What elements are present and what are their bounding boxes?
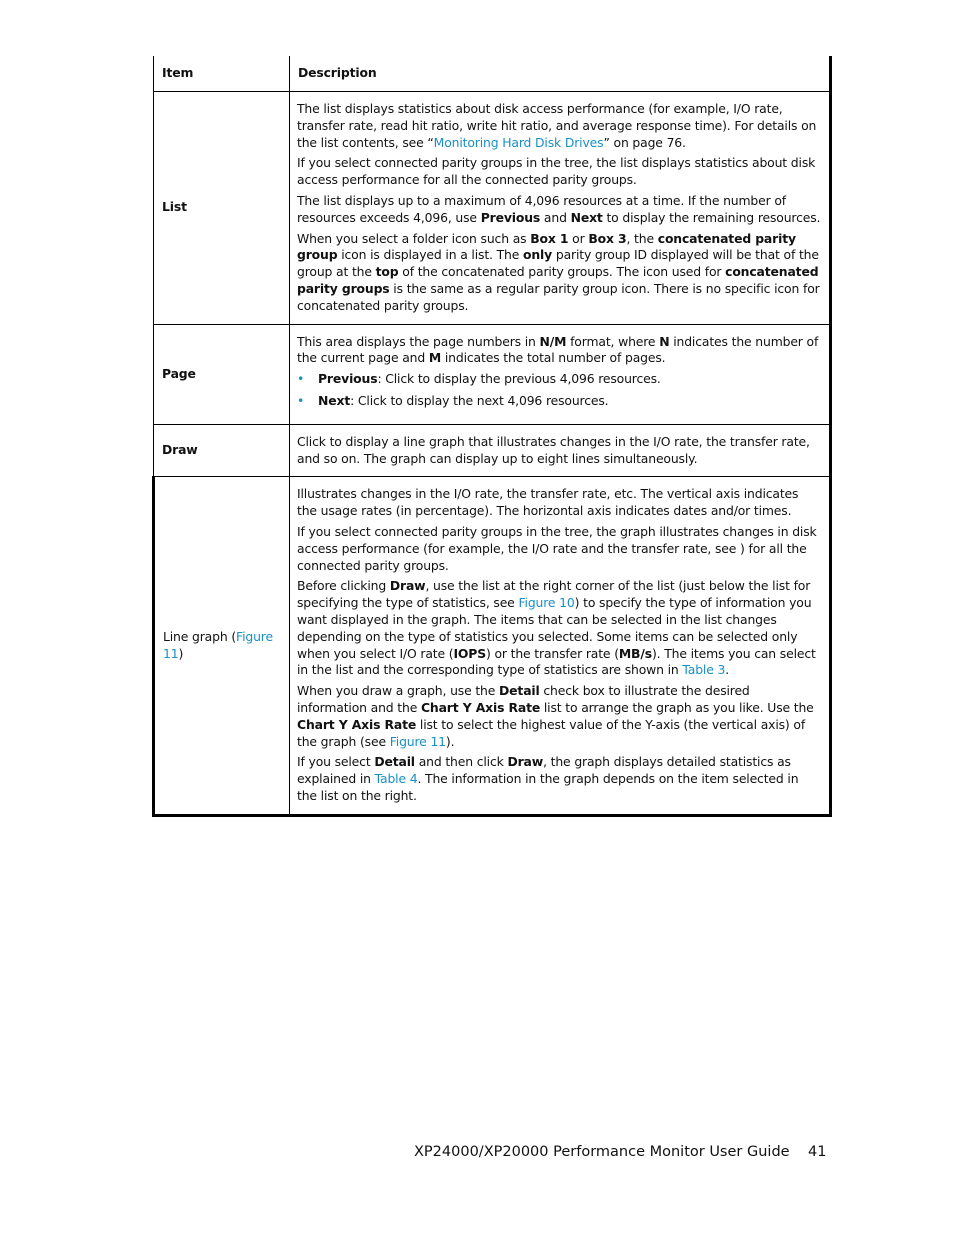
item-draw: Draw (154, 424, 290, 477)
bold-term: top (375, 264, 399, 280)
description-list (290, 92, 831, 325)
bold-term: Chart Y Axis Rate (297, 716, 417, 732)
bold-term: Next (570, 209, 603, 225)
text: Before clicking (297, 578, 390, 594)
footer-document-title: XP24000/XP20000 Performance Monitor User Guide (414, 1144, 790, 1160)
text: is the same as a regular parity group icon. There is no specific icon for concatenated parity groups. (297, 280, 820, 313)
item-line-graph (154, 477, 290, 815)
text: and then click (414, 754, 508, 770)
footer-page-number: 41 (808, 1144, 827, 1160)
bold-term: Detail (374, 754, 415, 770)
list-paragraph-1 (297, 101, 821, 151)
bold-term: only (523, 247, 553, 263)
table-row-page (154, 324, 831, 424)
text: ). The items you can select in the list and the corresponding type of statistics are shown in (297, 645, 816, 678)
text: ) or the transfer rate ( (486, 645, 619, 661)
bold-term: concatenated parity groups (297, 264, 819, 296)
text: and (540, 209, 571, 225)
text: : Click to display the previous 4,096 resources. (377, 371, 661, 387)
text: format, where (566, 333, 660, 349)
text: : Click to display the next 4,096 resources. (350, 392, 609, 408)
table-row-list (154, 92, 831, 325)
page-bullet-list (297, 371, 821, 410)
text: indicates the total number of pages. (441, 350, 666, 366)
description-table-container (152, 56, 829, 817)
list-paragraph-2: If you select connected parity groups in the tree, the list displays statistics about disk access performance for all the connected parity groups. (297, 155, 816, 188)
graph-paragraph-5 (297, 754, 821, 804)
item-page: Page (154, 324, 290, 424)
text: If you select (297, 754, 375, 770)
bold-term: IOPS (453, 645, 486, 661)
text: check box to illustrate the desired information and the (297, 683, 750, 715)
link-figure-10[interactable]: Figure 10 (518, 595, 575, 611)
text: The list displays statistics about disk access performance (for example, I/O rate, transfer rate, read hit ratio, write hit ratio, and average response time). For details on the list contents, see “ (297, 101, 817, 150)
table-row-line-graph (154, 477, 831, 815)
table-row-draw (154, 424, 831, 477)
graph-paragraph-4 (297, 683, 821, 750)
item-list: List (154, 92, 290, 325)
bold-term: concatenated parity group (297, 230, 796, 263)
text: parity group ID displayed will be that of the group at the (297, 247, 819, 280)
link-figure-11[interactable]: Figure 11 (163, 628, 273, 661)
text: , the graph displays detailed statistics as explained in (297, 754, 791, 787)
text: list to arrange the graph as you like. Use the (540, 699, 814, 715)
text: of the concatenated parity groups. The icon used for (398, 264, 726, 280)
bullet-previous (297, 371, 821, 388)
description-page (290, 324, 831, 424)
text: indicates the number of the current page and (297, 333, 819, 366)
link-monitoring-hard-disk-drives[interactable]: Monitoring Hard Disk Drives (433, 134, 604, 150)
text: . (725, 662, 730, 678)
description-line-graph (290, 477, 831, 815)
bold-term: N/M (539, 333, 567, 349)
text: , use the list at the right corner of the list (just below the list for specifying the type of statistics, see (297, 578, 811, 611)
bold-term: Next (318, 392, 351, 408)
link-figure-11-inline[interactable]: Figure 11 (389, 733, 446, 749)
text: ). (445, 733, 455, 749)
table-header-row (154, 56, 831, 92)
bold-term: MB/s (618, 645, 652, 661)
text: When you draw a graph, use the (297, 683, 500, 699)
text: ) to specify the type of information you want displayed in the graph. The items that can be selected in the list changes depending on the type of statistics you selected. Some items can be selected only when you select I/O rate ( (297, 595, 812, 661)
bold-term: N (659, 333, 670, 349)
graph-paragraph-1: Illustrates changes in the I/O rate, the transfer rate, etc. The vertical axis indicates the usage rates (in percentage). The horizontal axis indicates dates and/or times. (297, 486, 799, 519)
header-description: Description (290, 56, 831, 92)
text: ) (178, 645, 184, 661)
graph-paragraph-2: If you select connected parity groups in the tree, the graph illustrates changes in disk access performance (for example, the I/O rate and the transfer rate, see ) for all the connected parity groups. (297, 523, 817, 573)
text: ” on page 76. (603, 134, 686, 150)
bold-term: Chart Y Axis Rate (420, 699, 541, 715)
bullet-next (297, 393, 821, 410)
bold-term: Previous (318, 371, 378, 387)
text: . The information in the graph depends on the item selected in the list on the right. (297, 771, 799, 803)
graph-paragraph-3 (297, 578, 821, 679)
bold-term: Draw (507, 754, 544, 770)
bold-term: Box 1 (530, 230, 569, 246)
text: to display the remaining resources. (602, 209, 821, 225)
list-paragraph-4 (297, 231, 821, 315)
bold-term: M (428, 350, 442, 366)
link-table-4[interactable]: Table 4 (374, 771, 418, 787)
list-paragraph-3 (297, 193, 821, 227)
bold-term: Previous (480, 209, 541, 225)
header-item: Item (154, 56, 290, 92)
text: This area displays the page numbers in (297, 333, 540, 349)
text: list to select the highest value of the Y-axis (the vertical axis) of the graph (see (297, 716, 806, 749)
bold-term: Box 3 (588, 230, 627, 246)
description-table (152, 56, 832, 817)
page-paragraph-1 (297, 334, 821, 368)
bold-term: Detail (499, 683, 540, 699)
draw-paragraph-1: Click to display a line graph that illustrates changes in the I/O rate, the transfer rate, and so on. The graph can display up to eight lines simultaneously. (297, 433, 810, 466)
text: icon is displayed in a list. The (337, 247, 523, 263)
text: , the (626, 230, 658, 246)
link-table-3[interactable]: Table 3 (682, 662, 726, 678)
bold-term: Draw (389, 578, 426, 594)
description-draw (290, 424, 831, 477)
text: The list displays up to a maximum of 4,096 resources at a time. If the number of resources exceeds 4,096, use (297, 192, 786, 225)
text: or (568, 230, 589, 246)
text: Line graph ( (163, 628, 237, 644)
text: When you select a folder icon such as (297, 230, 531, 246)
